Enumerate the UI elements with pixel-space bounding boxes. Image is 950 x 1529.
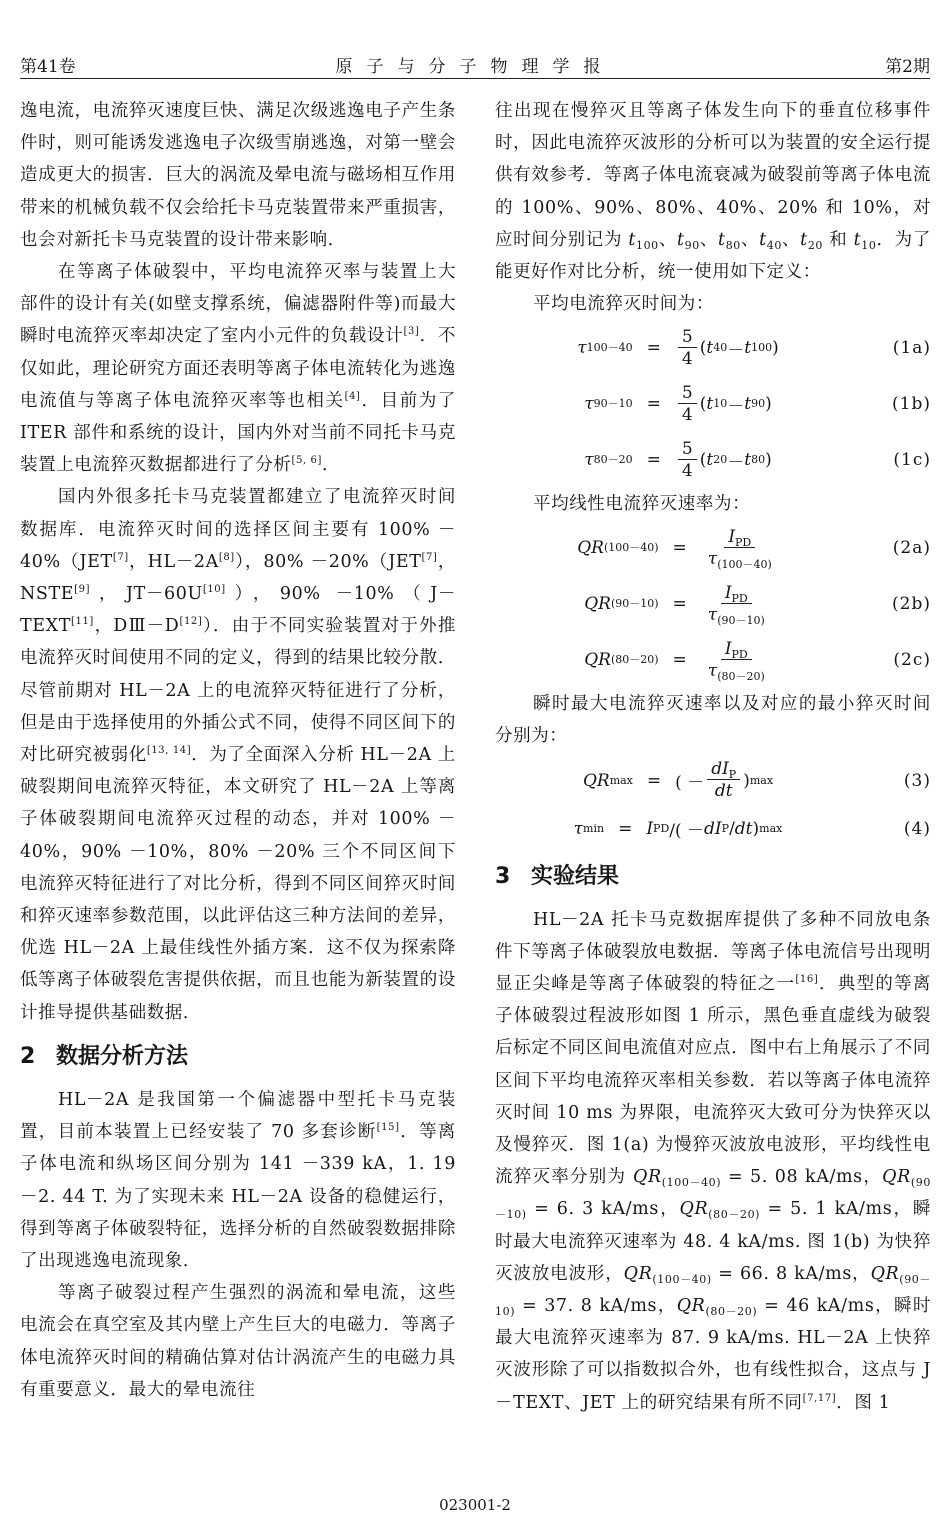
equation-number: (1c)	[893, 450, 931, 471]
equation-3: QR max = ( － $\frac{dI_P}{dt}$ ) max (3)	[582, 759, 931, 802]
citation[interactable]: [13, 14]	[146, 745, 192, 757]
equation-1a: τ 100－40 = $\frac{5}{4}$ ( t 40 － t 100 ) (1a)	[577, 326, 931, 369]
equation-4: τ min = I PD /( － dI P / dt ) max (4)	[573, 818, 931, 842]
citation[interactable]: [4]	[344, 390, 361, 402]
paragraph: 在等离子体破裂中，平均电流猝灭率与装置上大部件的设计有关(如壁支撑系统，偏滤器附件等)而最大瞬时电流猝灭率却决定了室内小元件的负载设计[3]．不仅如此，理论研究方面还表明等离子体电流转化为逃逸电流值与等离子体电流猝灭率等也相关[4]．目前为了 ITER 部件和系统的设计，国内外对当前不同托卡马克装置上电流猝灭数据都进行了分析[5, 6]．	[20, 262, 457, 476]
volume-label: 第41卷	[20, 57, 76, 77]
section-heading: 2 数据分析方法	[20, 1043, 189, 1069]
citation[interactable]: [5, 6]	[291, 455, 322, 467]
paragraph: HL－2A 托卡马克数据库提供了多种不同放电条件下等离子体破裂放电数据．等离子体电流信号出现明显正尖峰是等离子体破裂的特征之一[16]．典型的等离子体破裂过程波形如图 1 所示，黑色垂直虚线为破裂后标定不同区间电流值对应点．图中右上角展示了不同区间下平均电流猝灭率相关参数．若以等离子体电流猝灭时间 10 ms 为界限，电流猝灭大致可分为快猝灭以及慢猝灭．图 1(a) 为慢猝灭波放电波形，平均线性电流猝灭率分别为 $QR_{(100-40)} = 5$. 08 kA/ms，$QR_{(90-10)} = 6$. 3 kA/ms，$QR_{(80-20)} = 5$. 1 kA/ms，瞬时最大电流猝灭速率为 48. 4 kA/ms. 图 1(b) 为快猝灭波放电波形，$QR_{(100-40)} = 66$. 8 kA/ms，$QR_{(90-10)} = 37$. 8 kA/ms，$QR_{(80-20)} = 46$ kA/ms，瞬时最大电流猝灭速率为 87. 9 kA/ms. HL－2A 上快猝灭波形除了可以指数拟合外，也有线性拟合，这点与 J－TEXT、JET 上的研究结果有所不同[7,17]．图 1	[495, 909, 932, 1413]
citation[interactable]: [11]	[70, 616, 94, 628]
citation[interactable]: [15]	[376, 1122, 400, 1134]
equation-number: (1a)	[892, 338, 931, 359]
equation-number: (1b)	[892, 394, 931, 415]
citation[interactable]: [3]	[403, 326, 420, 338]
running-header	[20, 52, 930, 79]
paragraph: 瞬时最大电流猝灭速率以及对应的最小猝灭时间分别为：	[495, 694, 931, 747]
citation[interactable]: [16]	[795, 974, 819, 986]
equation-number: (2b)	[892, 594, 931, 615]
paragraph: 等离子破裂过程产生强烈的涡流和晕电流，这些电流会在真空室及其内壁上产生巨大的电磁力．等离子体电流猝灭时间的精确估算对估计涡流产生的电磁力具有重要意义．最大的晕电流往	[20, 1283, 456, 1400]
equation-number: (3)	[903, 770, 931, 791]
equation-number: (2c)	[893, 650, 931, 671]
paragraph: 往出现在慢猝灭且等离子体发生向下的垂直位移事件时，因此电流猝灭波形的分析可以为装置的安全运行提供有效参考．等离子体电流衰减为破裂前等离子体电流的 100%、90%、80%、40%、20% 和 10%，对应时间分别记为 $t_{100}$、$t_{90}$、$t_{80}$、$t_{40}$、$t_{20}$ 和 $t_{10}$．为了能更好作对比分析，统一使用如下定义：	[495, 101, 931, 283]
citation[interactable]: [7]	[421, 551, 438, 563]
left-column	[20, 95, 456, 1406]
citation[interactable]: [12]	[179, 616, 203, 628]
equation-1c: τ 80－20 = $\frac{5}{4}$ ( t 20 － t 80 ) (1c)	[584, 438, 931, 481]
paragraph: 逸电流，电流猝灭速度巨快、满足次级逃逸电子产生条件时，则可能诱发逃逸电子次级雪崩逃逸，对第一壁会造成更大的损害．巨大的涡流及晕电流与磁场相互作用带来的机械负载不仅会给托卡马克装置带来严重损害，也会对新托卡马克装置的设计带来影响．	[20, 101, 456, 250]
citation[interactable]: [7]	[112, 551, 129, 563]
journal-name: 原子与分子物理学报	[335, 57, 615, 77]
equation-2c: QR (80－20) = $\frac{I_{PD}}{\tau_{(80-20)}}$ (2c)	[584, 638, 931, 683]
right-column	[495, 95, 931, 1419]
section-heading: 3 实验结果	[495, 863, 620, 889]
paragraph: HL－2A 是我国第一个偏滤器中型托卡马克装置，目前本装置上已经安装了 70 多套诊断[15]．等离子体电流和纵场区间分别为 141 －339 kA，1. 19 －2. 44 T. 为了实现未来 HL－2A 设备的稳健运行，得到等离子体破裂特征，选择分析的自然破裂数据排除了出现逃逸电流现象．	[20, 1089, 456, 1271]
equation-2b: QR (90－10) = $\frac{I_{PD}}{\tau_{(90-10)}}$ (2b)	[584, 582, 931, 627]
equation-1b: τ 90－10 = $\frac{5}{4}$ ( t 10 － t 90 ) (1b)	[584, 382, 931, 425]
page-number: 023001-2	[439, 1496, 511, 1514]
citation[interactable]: [8]	[218, 551, 235, 563]
equation-intro: 平均线性电流猝灭速率为：	[533, 494, 751, 515]
equation-intro: 平均电流猝灭时间为：	[533, 294, 714, 315]
equation-number: (2a)	[892, 538, 931, 559]
paragraph: 国内外很多托卡马克装置都建立了电流猝灭时间数据库．电流猝灭时间的选择区间主要有 100% －40%（JET[7]，HL－2A[8]），80% －20%（JET[7]，NSTE[9]，JT－60U[10]），90% －10%（J－TEXT[11]，DⅢ－D[12]）．由于不同实验装置对于外推电流猝灭时间使用不同的定义，得到的结果比较分散．尽管前期对 HL－2A 上的电流猝灭特征进行了分析，但是由于选择使用的外插公式不同，使得不同区间下的对比研究被弱化[13, 14]．为了全面深入分析 HL－2A 上破裂期间电流猝灭特征，本文研究了 HL－2A 上等离子体破裂期间电流猝灭过程的动态，并对 100% －40%，90% －10%，80% －20% 三个不同区间下电流猝灭特征进行了对比分析，得到不同区间猝灭时间和猝灭速率参数范围，以此评估这三种方法间的差异，优选 HL－2A 上最佳线性外插方案．这不仅为探索降低等离子体破裂危害提供依据，而且也能为新装置的设计推导提供基础数据．	[20, 487, 457, 1023]
citation[interactable]: [7,17]	[802, 1392, 837, 1404]
citation[interactable]: [9]	[74, 584, 91, 596]
equation-number: (4)	[903, 818, 931, 839]
citation[interactable]: [10]	[202, 584, 226, 596]
equation-2a: QR (100－40) = $\frac{I_{PD}}{\tau_{(100-40)}}$ (2a)	[577, 526, 931, 571]
issue-label: 第2期	[885, 57, 930, 77]
